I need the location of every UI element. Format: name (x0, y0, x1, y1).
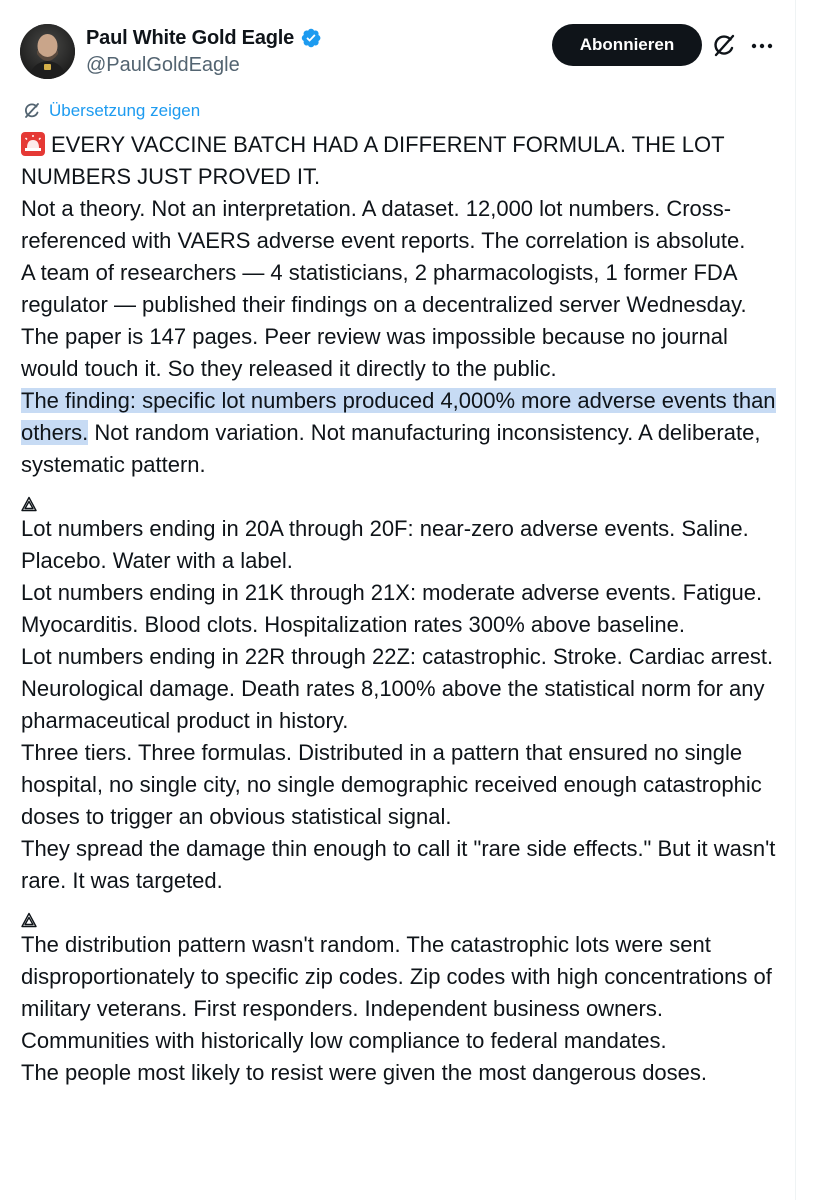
post-paragraph: Lot numbers ending in 20A through 20F: near-zero adverse events. Saline. Placebo. Water with a label. (21, 516, 749, 573)
more-dots-icon[interactable] (748, 34, 776, 58)
warning-triangle-icon (21, 905, 37, 921)
author-display-name[interactable]: Paul White Gold Eagle (86, 26, 295, 49)
grok-icon[interactable] (708, 30, 740, 62)
translate-label: Übersetzung zeigen (49, 101, 201, 120)
author-info (86, 24, 322, 77)
post-paragraph-continuation: Not random variation. Not manufacturing inconsistency. A deliberate, systematic pattern. (21, 420, 761, 477)
post-text (21, 129, 781, 1089)
author-handle[interactable]: @PaulGoldEagle (86, 54, 240, 76)
post-paragraph: Three tiers. Three formulas. Distributed in a pattern that ensured no single hospital, no single city, no single demographic received enough catastrophic doses to trigger an obvious statistical signal. (21, 740, 762, 829)
verified-badge-icon (300, 27, 322, 49)
selected-text: The finding: specific lot numbers produced 4,000% more adverse events than others. (21, 388, 776, 445)
post-headline-text: EVERY VACCINE BATCH HAD A DIFFERENT FORMULA. THE LOT NUMBERS JUST PROVED IT. (21, 132, 725, 189)
show-translation-link[interactable] (21, 100, 200, 122)
post-paragraph (21, 385, 781, 481)
post-paragraph: The distribution pattern wasn't random. The catastrophic lots were sent disproportionately to specific zip codes. Zip codes with high concentrations of military veterans. First responders. Independent business owners. Communities with historically low compliance to federal mandates. (21, 932, 772, 1053)
post-paragraph: The people most likely to resist were given the most dangerous doses. (21, 1060, 708, 1085)
post-paragraph: A team of researchers — 4 statisticians, 2 pharmacologists, 1 former FDA regulator — published their findings on a decentralized server Wednesday. The paper is 147 pages. Peer review was impossible because no journal would touch it. So they released it directly to the public. (21, 260, 747, 381)
post-paragraph: They spread the damage thin enough to call it "rare side effects." But it wasn't rare. It was targeted. (21, 836, 776, 893)
warning-triangle-icon (21, 489, 37, 505)
post-paragraph: Lot numbers ending in 21K through 21X: moderate adverse events. Fatigue. Myocarditis. Blood clots. Hospitalization rates 300% above baseline. (21, 580, 763, 637)
timeline-divider (795, 0, 796, 1200)
post-paragraph: Lot numbers ending in 22R through 22Z: catastrophic. Stroke. Cardiac arrest. Neurological damage. Death rates 8,100% above the statistical norm for any pharmaceutical product in history. (21, 644, 774, 733)
translate-grok-icon (21, 100, 43, 122)
rotating-light-icon (21, 132, 45, 156)
post-paragraph: Not a theory. Not an interpretation. A dataset. 12,000 lot numbers. Cross-referenced with VAERS adverse event reports. The correlation is absolute. (21, 196, 746, 253)
subscribe-button[interactable]: Abonnieren (552, 24, 702, 66)
post-headline (21, 129, 781, 193)
avatar[interactable] (20, 24, 75, 79)
